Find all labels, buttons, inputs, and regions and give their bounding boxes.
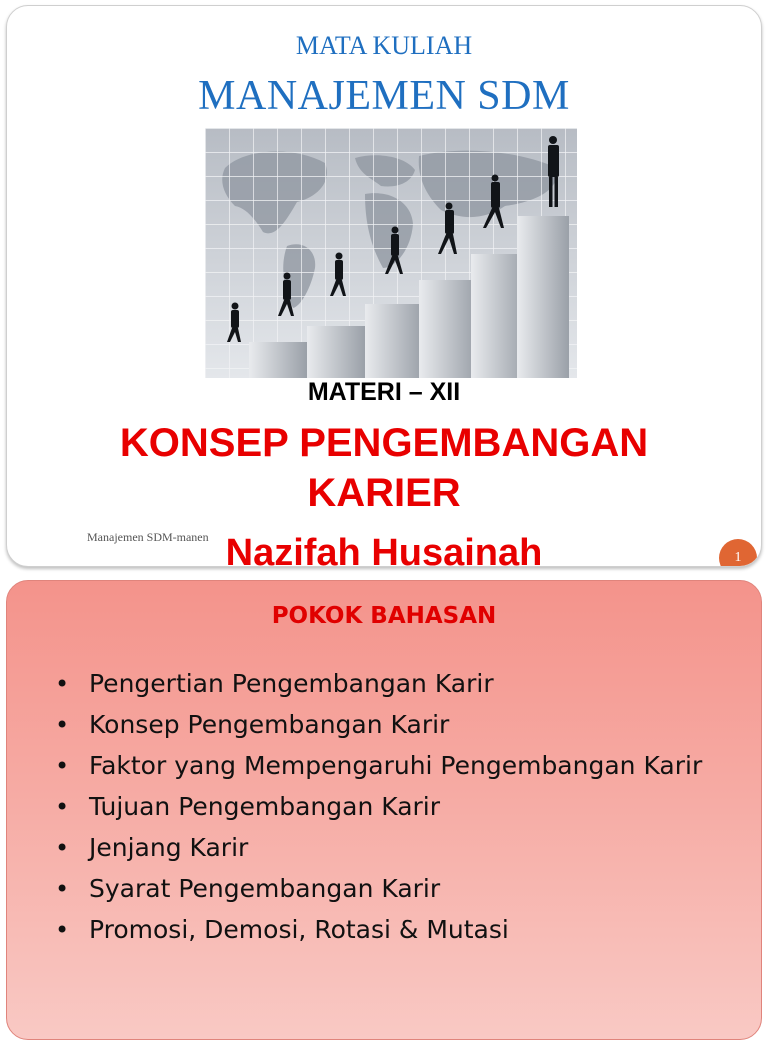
course-title: MANAJEMEN SDM: [198, 73, 570, 119]
list-item-text: Faktor yang Mempengaruhi Pengembangan Karir: [89, 751, 703, 780]
list-item: [55, 710, 735, 740]
list-item: [55, 751, 735, 781]
bullet-icon: •: [55, 670, 70, 698]
topics-slide: [6, 580, 762, 1040]
list-item: [55, 874, 735, 904]
topic-list: [55, 669, 735, 956]
section-title: POKOK BAHASAN: [271, 603, 497, 629]
materi-label: MATERI – XII: [307, 378, 461, 406]
list-item: [55, 792, 735, 822]
bullet-icon: •: [55, 834, 70, 862]
list-item: [55, 915, 735, 945]
page-number-badge: 1: [719, 539, 757, 567]
topic-title-line-1: KONSEP PENGEMBANGAN: [119, 421, 649, 465]
topic-title: [7, 418, 761, 518]
bullet-icon: •: [55, 711, 70, 739]
list-item-text: Syarat Pengembangan Karir: [89, 874, 441, 903]
bullet-icon: •: [55, 875, 70, 903]
list-item-text: Tujuan Pengembangan Karir: [89, 792, 441, 821]
author-name: Nazifah Husainah: [225, 532, 543, 567]
bullet-icon: •: [55, 752, 70, 780]
title-slide: [6, 5, 762, 567]
slide-footer-text: Manajemen SDM-manen: [87, 530, 209, 544]
bullet-icon: •: [55, 916, 70, 944]
list-item-text: Jenjang Karir: [89, 833, 249, 862]
career-ladder-image: [205, 128, 577, 378]
topic-title-line-2: KARIER: [307, 471, 461, 515]
course-kicker: MATA KULIAH: [295, 31, 473, 60]
list-item-text: Promosi, Demosi, Rotasi & Mutasi: [89, 915, 509, 944]
list-item-text: Konsep Pengembangan Karir: [89, 710, 450, 739]
list-item: [55, 669, 735, 699]
bullet-icon: •: [55, 793, 70, 821]
list-item-text: Pengertian Pengembangan Karir: [89, 669, 494, 698]
list-item: [55, 833, 735, 863]
